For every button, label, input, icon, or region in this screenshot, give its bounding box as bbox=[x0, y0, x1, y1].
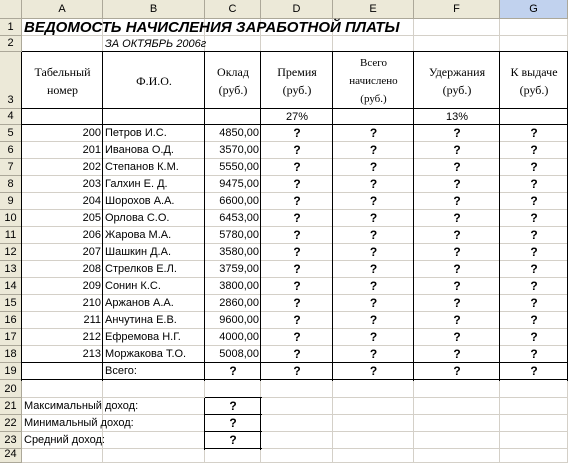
employee-name: Аржанов А.А. bbox=[105, 297, 174, 309]
row-header-17[interactable]: 17 bbox=[0, 329, 22, 346]
column-header-g[interactable]: G bbox=[500, 0, 568, 19]
employee-salary: 3570,00 bbox=[219, 144, 259, 156]
calc-placeholder: ? bbox=[530, 330, 538, 344]
calc-placeholder: ? bbox=[293, 228, 301, 242]
row-header-2[interactable]: 2 bbox=[0, 36, 22, 52]
calc-placeholder: ? bbox=[293, 245, 301, 259]
calc-placeholder: ? bbox=[453, 245, 461, 259]
column-title-3: Оклад (руб.) bbox=[217, 64, 249, 97]
calc-placeholder: ? bbox=[369, 211, 378, 225]
grid-cell[interactable] bbox=[261, 380, 333, 398]
row-header-6[interactable]: 6 bbox=[0, 142, 22, 159]
calc-placeholder: ? bbox=[530, 296, 538, 310]
calc-placeholder: ? bbox=[453, 211, 461, 225]
summary-border-h bbox=[205, 397, 262, 398]
calc-placeholder: ? bbox=[530, 228, 538, 242]
calc-placeholder: ? bbox=[293, 177, 301, 191]
sheet-subtitle: ЗА ОКТЯБРЬ 2006г bbox=[105, 38, 207, 50]
calc-placeholder: ? bbox=[369, 279, 378, 293]
row-header-5[interactable]: 5 bbox=[0, 125, 22, 142]
summary-label: Максимальный доход: bbox=[24, 400, 139, 412]
grid-cell[interactable] bbox=[333, 36, 414, 52]
calc-placeholder: ? bbox=[530, 143, 538, 157]
grid-cell[interactable] bbox=[261, 415, 333, 432]
calc-placeholder: ? bbox=[293, 296, 301, 310]
employee-id: 204 bbox=[82, 195, 101, 207]
table-border-h bbox=[22, 379, 568, 380]
calc-placeholder: ? bbox=[369, 347, 378, 361]
summary-border-v bbox=[204, 398, 205, 450]
grid-cell[interactable] bbox=[205, 449, 261, 463]
grid-cell[interactable] bbox=[333, 380, 414, 398]
row-header-15[interactable]: 15 bbox=[0, 295, 22, 312]
grid-cell[interactable] bbox=[500, 398, 568, 415]
employee-id: 208 bbox=[82, 263, 101, 275]
summary-border-h bbox=[205, 431, 262, 432]
calc-placeholder: ? bbox=[530, 160, 538, 174]
grid-cell[interactable] bbox=[500, 415, 568, 432]
calc-placeholder: ? bbox=[369, 177, 378, 191]
employee-name: Шашкин Д.А. bbox=[105, 246, 172, 258]
column-title-7: К выдаче (руб.) bbox=[510, 64, 558, 97]
column-header-f[interactable]: F bbox=[414, 0, 500, 19]
employee-name: Петров И.С. bbox=[105, 127, 167, 139]
column-title-4: Премия (руб.) bbox=[277, 64, 317, 97]
calc-placeholder: ? bbox=[453, 330, 461, 344]
employee-salary: 3580,00 bbox=[219, 246, 259, 258]
employee-salary: 6600,00 bbox=[219, 195, 259, 207]
employee-name: Жарова М.А. bbox=[105, 229, 172, 241]
grid-cell[interactable] bbox=[205, 109, 261, 125]
calc-placeholder: ? bbox=[293, 160, 301, 174]
calc-placeholder: ? bbox=[453, 126, 461, 140]
calc-placeholder: ? bbox=[530, 262, 538, 276]
row-header-11[interactable]: 11 bbox=[0, 227, 22, 244]
calc-placeholder: ? bbox=[530, 347, 538, 361]
column-header-d[interactable]: D bbox=[261, 0, 333, 19]
grid-cell[interactable] bbox=[333, 432, 414, 449]
calc-placeholder: ? bbox=[293, 126, 301, 140]
calc-placeholder: ? bbox=[453, 262, 461, 276]
table-border-v bbox=[102, 52, 103, 381]
calc-placeholder: ? bbox=[293, 330, 301, 344]
employee-name: Анчутина Е.В. bbox=[105, 314, 177, 326]
grid-cell[interactable] bbox=[414, 449, 500, 463]
summary-value: ? bbox=[229, 433, 237, 447]
row-header-10[interactable]: 10 bbox=[0, 210, 22, 227]
calc-placeholder: ? bbox=[293, 279, 301, 293]
calc-placeholder: ? bbox=[369, 143, 378, 157]
row-header-9[interactable]: 9 bbox=[0, 193, 22, 210]
employee-name: Моржакова Т.О. bbox=[105, 348, 187, 360]
employee-name: Орлова С.О. bbox=[105, 212, 170, 224]
grid-cell[interactable] bbox=[414, 36, 500, 52]
employee-id: 207 bbox=[82, 246, 101, 258]
calc-placeholder: ? bbox=[293, 262, 301, 276]
summary-border-h bbox=[205, 448, 262, 449]
total-placeholder: ? bbox=[369, 364, 378, 378]
employee-salary: 9475,00 bbox=[219, 178, 259, 190]
employee-id: 210 bbox=[82, 297, 101, 309]
column-header-b[interactable]: B bbox=[103, 0, 205, 19]
employee-id: 201 bbox=[82, 144, 101, 156]
table-border-v bbox=[413, 52, 414, 381]
row-header-13[interactable]: 13 bbox=[0, 261, 22, 278]
employee-salary: 2860,00 bbox=[219, 297, 259, 309]
table-border-h bbox=[22, 108, 568, 109]
calc-placeholder: ? bbox=[530, 313, 538, 327]
total-placeholder: ? bbox=[293, 364, 301, 378]
employee-name: Шорохов А.А. bbox=[105, 195, 175, 207]
calc-placeholder: ? bbox=[530, 177, 538, 191]
summary-label: Средний доход: bbox=[24, 434, 105, 446]
grid-cell[interactable] bbox=[414, 380, 500, 398]
employee-id: 203 bbox=[82, 178, 101, 190]
calc-placeholder: ? bbox=[369, 296, 378, 310]
table-border-v bbox=[260, 52, 261, 381]
column-header-c[interactable]: C bbox=[205, 0, 261, 19]
total-label: Всего: bbox=[105, 365, 137, 377]
row-header-14[interactable]: 14 bbox=[0, 278, 22, 295]
total-placeholder: ? bbox=[453, 364, 461, 378]
employee-salary: 4850,00 bbox=[219, 127, 259, 139]
grid-cell[interactable] bbox=[261, 432, 333, 449]
grid-cell[interactable] bbox=[261, 398, 333, 415]
calc-placeholder: ? bbox=[293, 313, 301, 327]
grid-cell[interactable] bbox=[414, 398, 500, 415]
calc-placeholder: ? bbox=[453, 228, 461, 242]
grid-cell[interactable] bbox=[103, 380, 205, 398]
calc-placeholder: ? bbox=[369, 126, 378, 140]
calc-placeholder: ? bbox=[453, 160, 461, 174]
row-header-7[interactable]: 7 bbox=[0, 159, 22, 176]
employee-name: Степанов К.М. bbox=[105, 161, 179, 173]
grid-cell[interactable] bbox=[414, 432, 500, 449]
employee-name: Иванова О.Д. bbox=[105, 144, 174, 156]
grid-cell[interactable] bbox=[414, 415, 500, 432]
calc-placeholder: ? bbox=[453, 194, 461, 208]
calc-placeholder: ? bbox=[530, 194, 538, 208]
calc-placeholder: ? bbox=[369, 330, 378, 344]
calc-placeholder: ? bbox=[369, 228, 378, 242]
grid-cell[interactable] bbox=[22, 449, 103, 463]
column-title-2: Ф.И.О. bbox=[136, 73, 172, 88]
employee-id: 205 bbox=[82, 212, 101, 224]
summary-value: ? bbox=[229, 399, 237, 413]
employee-id: 213 bbox=[82, 348, 101, 360]
row-header-23[interactable]: 23 bbox=[0, 432, 22, 449]
calc-placeholder: ? bbox=[453, 279, 461, 293]
grid-cell[interactable] bbox=[22, 380, 103, 398]
row-header-8[interactable]: 8 bbox=[0, 176, 22, 193]
grid-cell[interactable] bbox=[261, 36, 333, 52]
grid-cell[interactable] bbox=[22, 363, 103, 380]
employee-id: 202 bbox=[82, 161, 101, 173]
employee-salary: 5550,00 bbox=[219, 161, 259, 173]
calc-placeholder: ? bbox=[453, 296, 461, 310]
row-header-1[interactable]: 1 bbox=[0, 19, 22, 36]
table-border-v bbox=[21, 52, 22, 381]
row-header-18[interactable]: 18 bbox=[0, 346, 22, 363]
calc-placeholder: ? bbox=[293, 211, 301, 225]
calc-placeholder: ? bbox=[453, 313, 461, 327]
select-all-corner[interactable] bbox=[0, 0, 22, 19]
deduction-percent: 13% bbox=[445, 111, 469, 123]
grid-cell[interactable] bbox=[333, 449, 414, 463]
premium-percent: 27% bbox=[285, 111, 309, 123]
column-header-e[interactable]: E bbox=[333, 0, 414, 19]
employee-salary: 5780,00 bbox=[219, 229, 259, 241]
row-header-22[interactable]: 22 bbox=[0, 415, 22, 432]
employee-name: Стрелков Е.Л. bbox=[105, 263, 177, 275]
column-header-a[interactable]: A bbox=[22, 0, 103, 19]
table-border-h bbox=[22, 51, 568, 52]
grid-cell[interactable] bbox=[500, 109, 568, 125]
calc-placeholder: ? bbox=[530, 279, 538, 293]
table-border-v bbox=[332, 52, 333, 381]
summary-value: ? bbox=[229, 416, 237, 430]
total-placeholder: ? bbox=[530, 364, 538, 378]
total-placeholder: ? bbox=[229, 364, 237, 378]
employee-name: Галхин Е. Д. bbox=[105, 178, 168, 190]
grid-cell[interactable] bbox=[103, 109, 205, 125]
grid-cell[interactable] bbox=[333, 109, 414, 125]
row-header-19[interactable]: 19 bbox=[0, 363, 22, 380]
row-header-12[interactable]: 12 bbox=[0, 244, 22, 261]
grid-cell[interactable] bbox=[261, 449, 333, 463]
employee-id: 206 bbox=[82, 229, 101, 241]
summary-border-h bbox=[205, 414, 262, 415]
calc-placeholder: ? bbox=[369, 194, 378, 208]
table-border-h bbox=[22, 124, 568, 125]
employee-id: 211 bbox=[83, 314, 101, 326]
table-border-v bbox=[499, 52, 500, 381]
employee-salary: 3759,00 bbox=[219, 263, 259, 275]
calc-placeholder: ? bbox=[369, 262, 378, 276]
calc-placeholder: ? bbox=[453, 143, 461, 157]
grid-cell[interactable] bbox=[205, 380, 261, 398]
employee-name: Сонин К.С. bbox=[105, 280, 161, 292]
calc-placeholder: ? bbox=[453, 347, 461, 361]
grid-cell[interactable] bbox=[333, 415, 414, 432]
column-title-6: Удержания (руб.) bbox=[428, 64, 486, 97]
employee-id: 209 bbox=[82, 280, 101, 292]
calc-placeholder: ? bbox=[293, 347, 301, 361]
employee-salary: 6453,00 bbox=[219, 212, 259, 224]
calc-placeholder: ? bbox=[369, 160, 378, 174]
calc-placeholder: ? bbox=[369, 245, 378, 259]
row-header-3[interactable]: 3 bbox=[0, 52, 22, 109]
table-border-h bbox=[22, 362, 568, 363]
grid-cell[interactable] bbox=[103, 449, 205, 463]
employee-id: 212 bbox=[82, 331, 101, 343]
employee-id: 200 bbox=[82, 127, 101, 139]
row-header-24[interactable]: 24 bbox=[0, 449, 22, 463]
calc-placeholder: ? bbox=[530, 126, 538, 140]
table-border-v bbox=[204, 52, 205, 381]
calc-placeholder: ? bbox=[530, 211, 538, 225]
column-title-1: Табельный номер bbox=[34, 64, 91, 97]
grid-cell[interactable] bbox=[22, 36, 103, 52]
row-header-4[interactable]: 4 bbox=[0, 109, 22, 125]
summary-border-v bbox=[260, 398, 261, 450]
employee-name: Ефремова Н.Г. bbox=[105, 331, 181, 343]
column-title-5: Всего начислено (руб.) bbox=[349, 56, 398, 105]
calc-placeholder: ? bbox=[453, 177, 461, 191]
employee-salary: 9600,00 bbox=[219, 314, 259, 326]
summary-label: Минимальный доход: bbox=[24, 417, 134, 429]
grid-cell[interactable] bbox=[500, 36, 568, 52]
grid-cell[interactable] bbox=[500, 449, 568, 463]
calc-placeholder: ? bbox=[293, 194, 301, 208]
calc-placeholder: ? bbox=[293, 143, 301, 157]
row-header-16[interactable]: 16 bbox=[0, 312, 22, 329]
row-header-21[interactable]: 21 bbox=[0, 398, 22, 415]
grid-cell[interactable] bbox=[22, 109, 103, 125]
row-header-20[interactable]: 20 bbox=[0, 380, 22, 398]
grid-cell[interactable] bbox=[500, 380, 568, 398]
employee-salary: 5008,00 bbox=[219, 348, 259, 360]
page-title: ВЕДОМОСТЬ НАЧИСЛЕНИЯ ЗАРАБОТНОЙ ПЛАТЫ bbox=[24, 19, 400, 36]
employee-salary: 3800,00 bbox=[219, 280, 259, 292]
calc-placeholder: ? bbox=[530, 245, 538, 259]
calc-placeholder: ? bbox=[369, 313, 378, 327]
employee-salary: 4000,00 bbox=[219, 331, 259, 343]
grid-cell[interactable] bbox=[333, 398, 414, 415]
grid-cell[interactable] bbox=[500, 432, 568, 449]
